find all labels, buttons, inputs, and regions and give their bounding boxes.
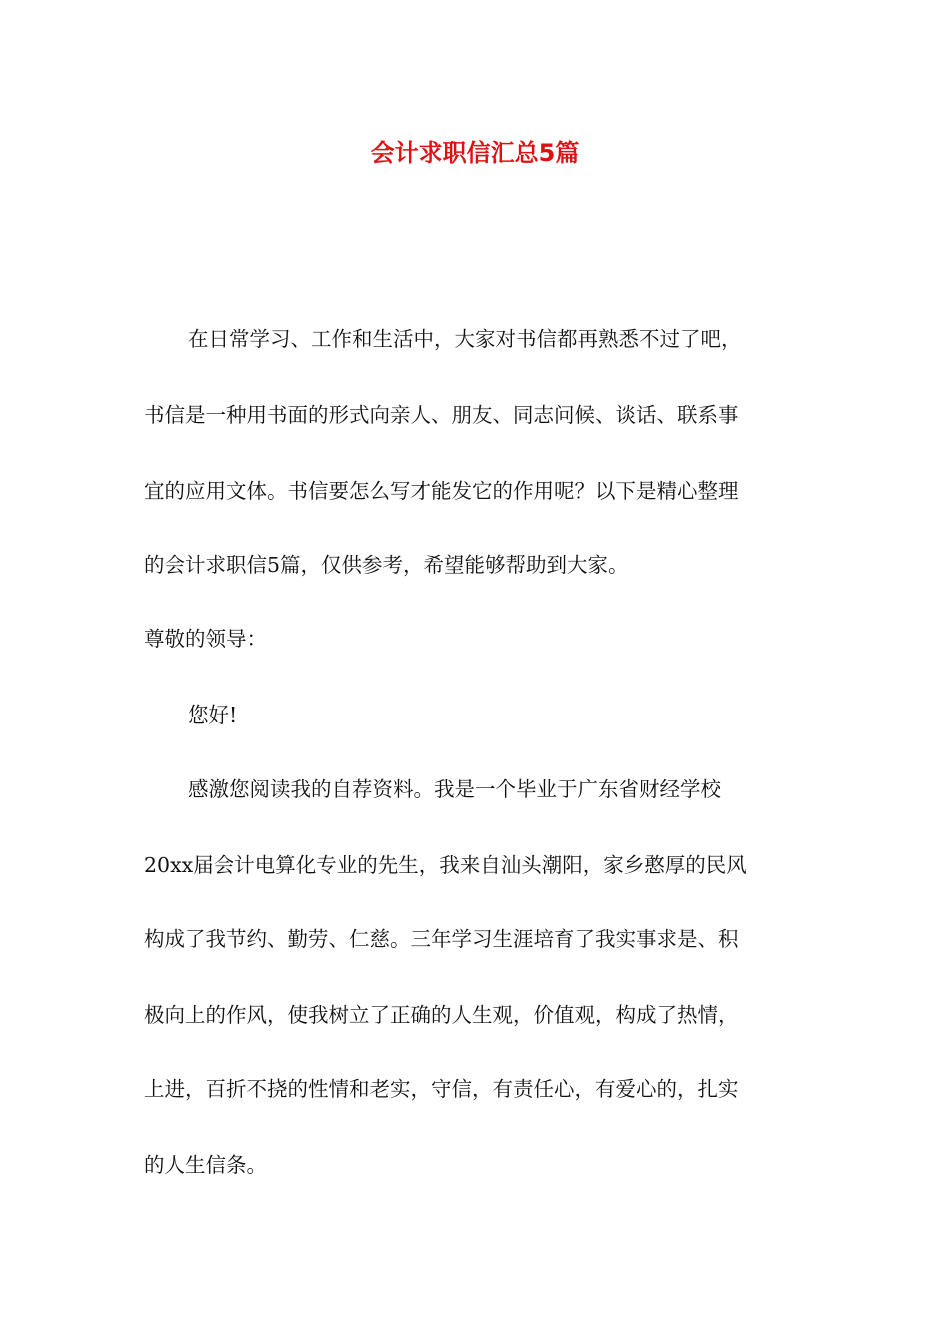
greeting: 您好!	[188, 703, 238, 727]
body-line-2: 20xx届会计电算化专业的先生，我来自汕头潮阳，家乡憨厚的民风	[144, 853, 747, 877]
body-line-5: 上进，百折不挠的性情和老实，守信，有责任心，有爱心的，扎实	[144, 1077, 739, 1101]
body-line-4: 极向上的作风，使我树立了正确的人生观，价值观，构成了热情，	[144, 1003, 739, 1027]
intro-line-3: 宜的应用文体。书信要怎么写才能发它的作用呢？以下是精心整理	[144, 479, 739, 503]
body-line-6: 的人生信条。	[144, 1153, 267, 1177]
body-line-3: 构成了我节约、勤劳、仁慈。三年学习生涯培育了我实事求是、积	[144, 927, 739, 951]
intro-line-2: 书信是一种用书面的形式向亲人、朋友、同志问候、谈话、联系事	[144, 403, 739, 427]
salutation: 尊敬的领导：	[144, 627, 267, 651]
document-title: 会计求职信汇总5篇	[370, 139, 580, 167]
body-line-1: 感激您阅读我的自荐资料。我是一个毕业于广东省财经学校	[188, 777, 721, 801]
intro-line-1: 在日常学习、工作和生活中，大家对书信都再熟悉不过了吧，	[188, 327, 742, 351]
intro-line-4: 的会计求职信5篇，仅供参考，希望能够帮助到大家。	[144, 553, 629, 577]
